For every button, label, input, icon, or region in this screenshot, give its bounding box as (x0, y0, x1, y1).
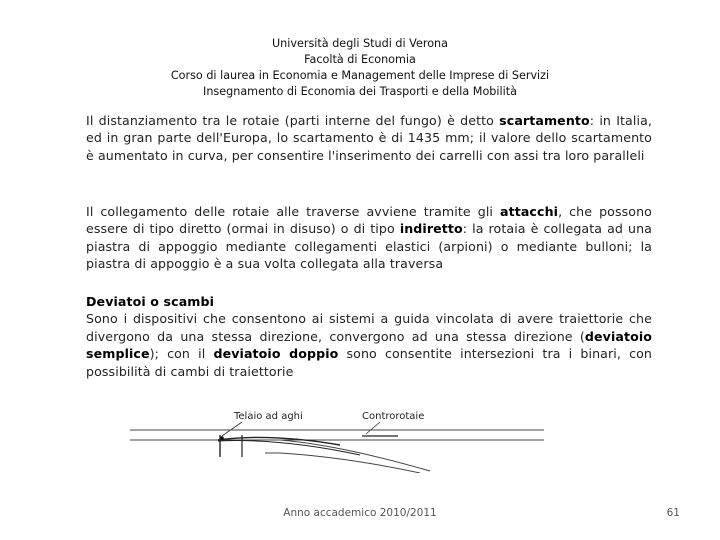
gauge-paragraph: Il distanziamento tra le rotaie (parti interne del fungo) è detto scartamento: in Italia, ed in gran parte dell'Europa, lo scartamento è di 1435 mm; il valore dello scartamento è aumentato in curva, per consentire l'inserimento dei carrelli con assi tra loro paralleli (86, 113, 652, 163)
switch-blade-lower (218, 441, 360, 455)
switch-blade (218, 437, 340, 445)
label-controrotaie: Controrotaie (362, 411, 425, 422)
university-name: Università degli Studi di Verona (271, 37, 448, 50)
faculty-name: Facoltà di Economia (304, 53, 416, 66)
degree-course: Corso di laurea in Economia e Management delle Imprese di Servizi (170, 69, 550, 82)
term-attacchi: attacchi (500, 204, 559, 219)
switches-paragraph: Deviatoi o scambi Sono i dispositivi che consentono ai sistemi a guida vincolata di avere traiettorie che divergono da una stessa direzione, convergono ad una stessa direzione (deviatoio semplice); con il deviatoio doppio sono consentite intersezioni tra i binari, con possibilità di cambi di traiettorie (86, 294, 652, 379)
switch-diagram (130, 405, 546, 473)
leader-line-left (222, 422, 242, 436)
fastening-paragraph: Il collegamento delle rotaie alle traverse avviene tramite gli attacchi, che possono essere di tipo diretto (ormai in disuso) o di tipo indiretto: la rotaia è collegata ad una piastra di appoggio mediante collegamenti elastici (arpioni) o mediante bulloni; la piastra di appoggio è a sua volta collegata alla traversa (86, 204, 652, 272)
course-name: Insegnamento di Economia dei Trasporti e della Mobilità (203, 85, 517, 98)
blade-pivot (220, 436, 224, 440)
term-deviatoio-doppio: deviatoio doppio (213, 346, 339, 362)
slide-header (0, 36, 720, 100)
academic-year: Anno accademico 2010/2011 (283, 507, 437, 519)
term-deviatoio-semplice: deviatoio semplice (86, 328, 652, 362)
term-indiretto: indiretto (399, 221, 463, 237)
page-number: 61 (666, 507, 680, 519)
diverging-rail-inner (280, 453, 420, 473)
term-scartamento: scartamento (499, 113, 590, 128)
leader-line-right (366, 422, 380, 434)
label-telaio-ad-aghi: Telaio ad aghi (234, 411, 303, 422)
section-title: Deviatoi o scambi (86, 294, 215, 309)
